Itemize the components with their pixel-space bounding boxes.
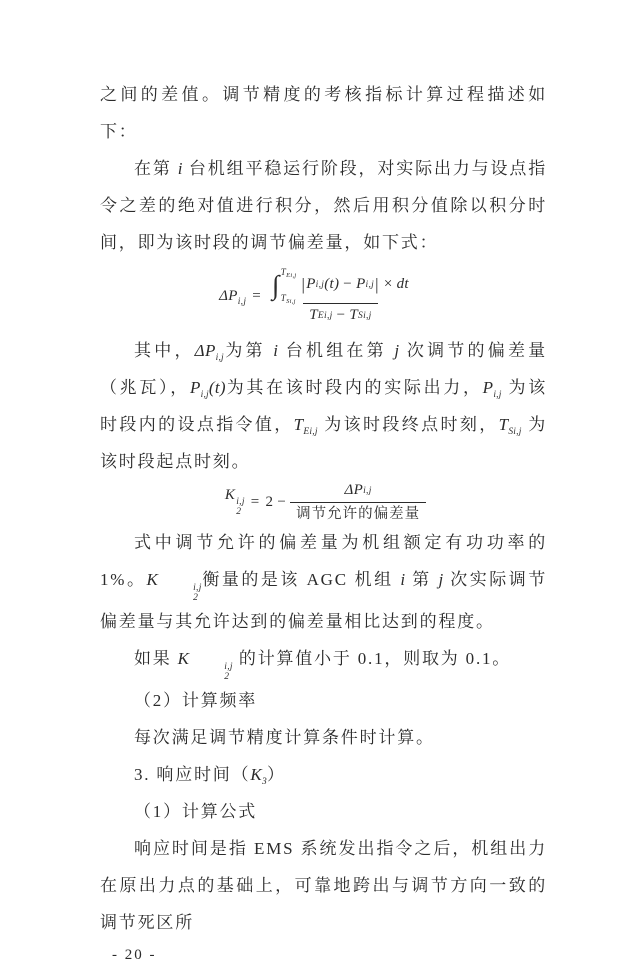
text-run: 之间的差值。调节精度的考核指标计算过程描述如下： [100,85,547,141]
paragraph [100,793,547,830]
text-run: 衡量的是该 AGC 机组 [201,570,401,590]
equals-sign: = [252,288,262,304]
paragraph [100,682,547,719]
text-run: （1）计算公式 [134,802,258,822]
formula-regulation-deviation [100,269,533,324]
paragraph-group-bottom [100,524,547,941]
math-inline: i [177,159,183,178]
text-run: 3. 响应时间（ [134,765,251,785]
text-run: 式中调节允许的偏差量为机组额定有功功率的 1%。 [100,533,547,590]
math-inline: K i,j 2 [146,570,202,603]
math-inline: $P_{i,j}$ [189,378,209,401]
paragraph [100,76,547,150]
text-run: 为该时段终点时刻， [317,415,499,435]
stacked-supsub: i,j 2 [193,583,202,603]
paragraph [100,332,547,480]
minus-sign: − [277,493,287,510]
math-inline: j [438,570,444,590]
math-inline: i [273,341,279,361]
text-run: 每次满足调节精度计算条件时计算。 [134,728,435,748]
formula2-numerator: ΔP i,j [344,482,372,499]
math-inline: $T_{Ei,j}$ [293,415,318,438]
formula2-lhs: K i,j 2 [224,487,245,517]
text-run: 为第 [223,341,274,361]
paragraph-group-top [100,76,547,261]
equals-sign: = [250,493,260,510]
formula1-lhs: $\Delta P_{i,j}$ [219,288,247,307]
formula1-numerator: ∫ $T_{Ei,j}$ $T_{Si,j}$ | P i,j (t) − P i,j | × dt [272,267,409,305]
text-run: 台机组在第 [278,341,395,361]
text-run: 响应时间是指 EMS 系统发出指令之后，机组出力在原出力点的基础上，可靠地跨出与调节方向一致的调节死区所 [100,839,547,933]
minus-sign: − [336,307,346,323]
integral-bounds: $T_{Ei,j}$ $T_{Si,j}$ [280,267,297,305]
times-sign: × [383,276,393,293]
paragraph-group-middle [100,332,547,480]
formula2-fraction [290,482,426,522]
math-inline: j [394,341,400,361]
constant-two: 2 [265,493,274,510]
math-inline: (t) [208,378,226,398]
text-run: 其中， [134,341,195,361]
text-run: 为其在该时段内的实际出力， [225,378,483,398]
abs-bar-close: | [375,275,379,295]
paragraph [100,640,547,682]
text-run: 如果 [134,649,178,669]
math-inline: $\Delta P_{i,j}$ [194,341,224,364]
text-run: 次实际调节偏差量与其允许达到的偏差量相比达到的程度。 [100,570,548,632]
paragraph [100,150,547,261]
paragraph [100,756,547,793]
integral-symbol: ∫ [272,269,280,300]
formula-k2-index [104,482,547,522]
text-run: 的计算值小于 0.1，则取为 0.1。 [232,649,512,669]
minus-sign: − [343,276,353,293]
page-number: - 20 - [112,947,157,964]
math-inline: i [400,570,406,590]
formula1-fraction [267,269,414,324]
text-run: 为该时段起点时刻。 [100,415,547,472]
math-inline: $P_{i,j}$ [482,378,502,401]
text-run: （2）计算频率 [134,691,258,711]
text-run: 台机组平稳运行阶段，对实际出力与设点指令之差的绝对值进行积分，然后用积分值除以积分时间，即为该时段的调节偏差量，如下式： [100,159,547,252]
paragraph [100,524,547,640]
abs-bar-open: | [301,275,306,295]
formula1-denominator: T Ei,j − T Si,j [303,303,377,324]
math-inline: K i,j 2 [177,649,233,682]
text-run: 为该时段内的设点指令值， [100,378,548,435]
math-inline: $K_3$ [250,765,267,788]
math-inline: $T_{Si,j}$ [498,415,522,438]
delta-p-symbol: ΔP [219,288,238,304]
text-run: ） [267,765,286,785]
text-run: 在第 [134,159,178,178]
k2-symbol: K [224,487,236,504]
stacked-supsub: i,j 2 [224,662,233,682]
paragraph [100,719,547,756]
paragraph [100,830,547,941]
formula2-denominator: 调节允许的偏差量 [290,502,426,523]
text-run: 第 [405,570,439,590]
text-run: 次调节的偏差量（兆瓦）， [100,341,547,398]
